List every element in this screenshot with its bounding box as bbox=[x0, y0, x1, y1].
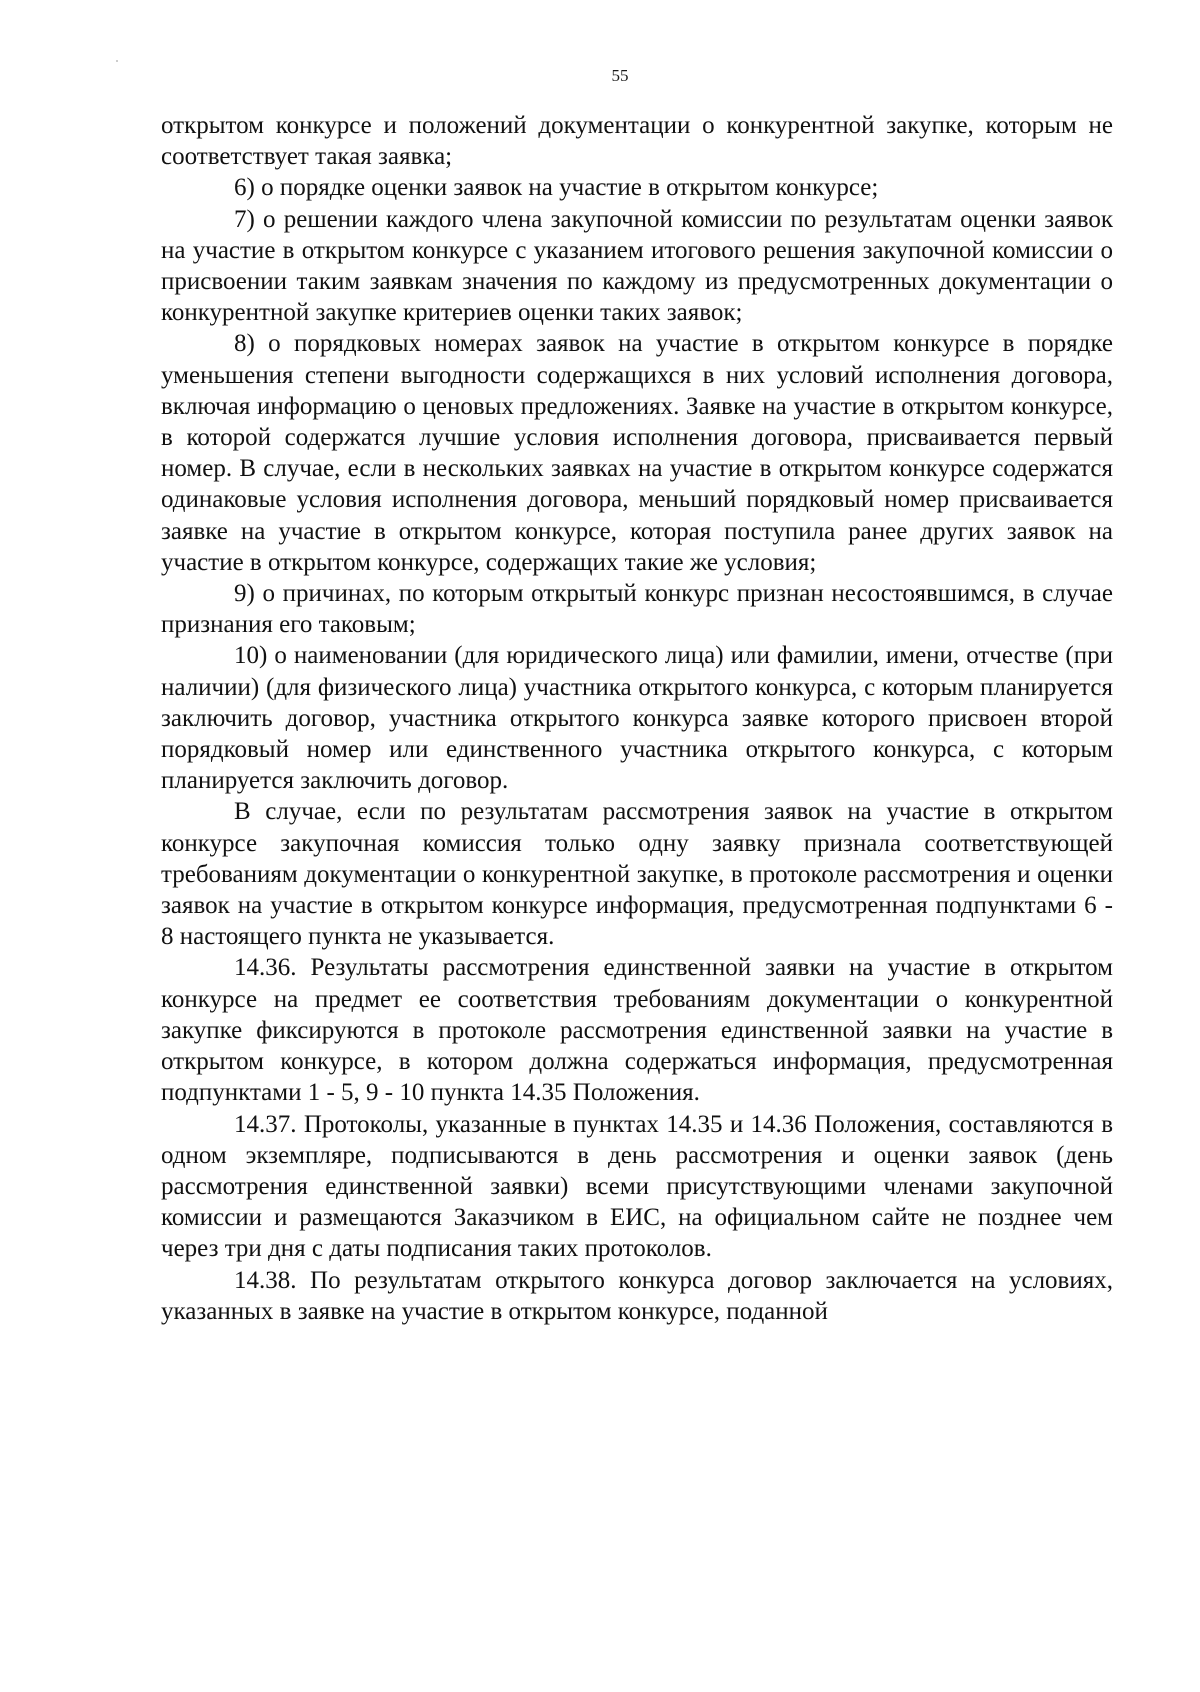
paragraph-item-9: 9) о причинах, по которым открытый конкурс признан несостоявшимся, в случае признания его таковым; bbox=[161, 580, 1113, 639]
paragraph-single-bid-note: В случае, если по результатам рассмотрения заявок на участие в открытом конкурсе закупочная комиссия только одну заявку признала соответствующей требованиям документации о конкурентной закупке, в протоколе рассмотрения и оценки заявок на участие в открытом конкурсе информация, предусмотренная подпунктами 6 - 8 настоящего пункта не указывается. bbox=[161, 798, 1113, 951]
scan-speck bbox=[116, 60, 118, 62]
paragraph-clause-14-37: 14.37. Протоколы, указанные в пунктах 14.35 и 14.36 Положения, составляются в одном экземпляре, подписываются в день рассмотрения и оценки заявок (день рассмотрения единственной заявки) всеми присутствующими членами закупочной комиссии и размещаются Заказчиком в ЕИС, на официальном сайте не позднее чем через три дня с даты подписания таких протоколов. bbox=[161, 1110, 1113, 1263]
paragraph-clause-14-38: 14.38. По результатам открытого конкурса договор заключается на условиях, указанных в заявке на участие в открытом конкурсе, поданной bbox=[161, 1266, 1113, 1325]
paragraph-item-7: 7) о решении каждого члена закупочной комиссии по результатам оценки заявок на участие в открытом конкурсе с указанием итогового решения закупочной комиссии о присвоении таким заявкам значения по каждому из предусмотренных документации о конкурентной закупке критериев оценки таких заявок; bbox=[161, 205, 1113, 327]
paragraph-clause-14-36: 14.36. Результаты рассмотрения единственной заявки на участие в открытом конкурсе на предмет ее соответствия требованиям документации о конкурентной закупке фиксируются в протоколе рассмотрения единственной заявки на участие в открытом конкурсе, в котором должна содержаться информация, предусмотренная подпунктами 1 - 5, 9 - 10 пункта 14.35 Положения. bbox=[161, 954, 1113, 1107]
paragraph-item-8: 8) о порядковых номерах заявок на участие в открытом конкурсе в порядке уменьшения степени выгодности содержащихся в них условий исполнения договора, включая информацию о ценовых предложениях. Заявке на участие в открытом конкурсе, в которой содержатся лучшие условия исполнения договора, присваивается первый номер. В случае, если в нескольких заявках на участие в открытом конкурсе содержатся одинаковые условия исполнения договора, меньший порядковый номер присваивается заявке на участие в открытом конкурсе, которая поступила ранее других заявок на участие в открытом конкурсе, содержащих такие же условия; bbox=[161, 330, 1113, 576]
paragraph-continuation: открытом конкурсе и положений документации о конкурентной закупке, которым не соответствует такая заявка; bbox=[161, 112, 1113, 171]
document-body bbox=[161, 110, 1113, 1327]
paragraph-item-6: 6) о порядке оценки заявок на участие в открытом конкурсе; bbox=[234, 174, 879, 202]
paragraph-item-10: 10) о наименовании (для юридического лица) или фамилии, имени, отчестве (при наличии) (для физического лица) участника открытого конкурса, с которым планируется заключить договор, участника открытого конкурса заявке которого присвоен второй порядковый номер или единственного участника открытого конкурса, с которым планируется заключить договор. bbox=[161, 642, 1113, 795]
page-number: 55 bbox=[611, 66, 629, 85]
